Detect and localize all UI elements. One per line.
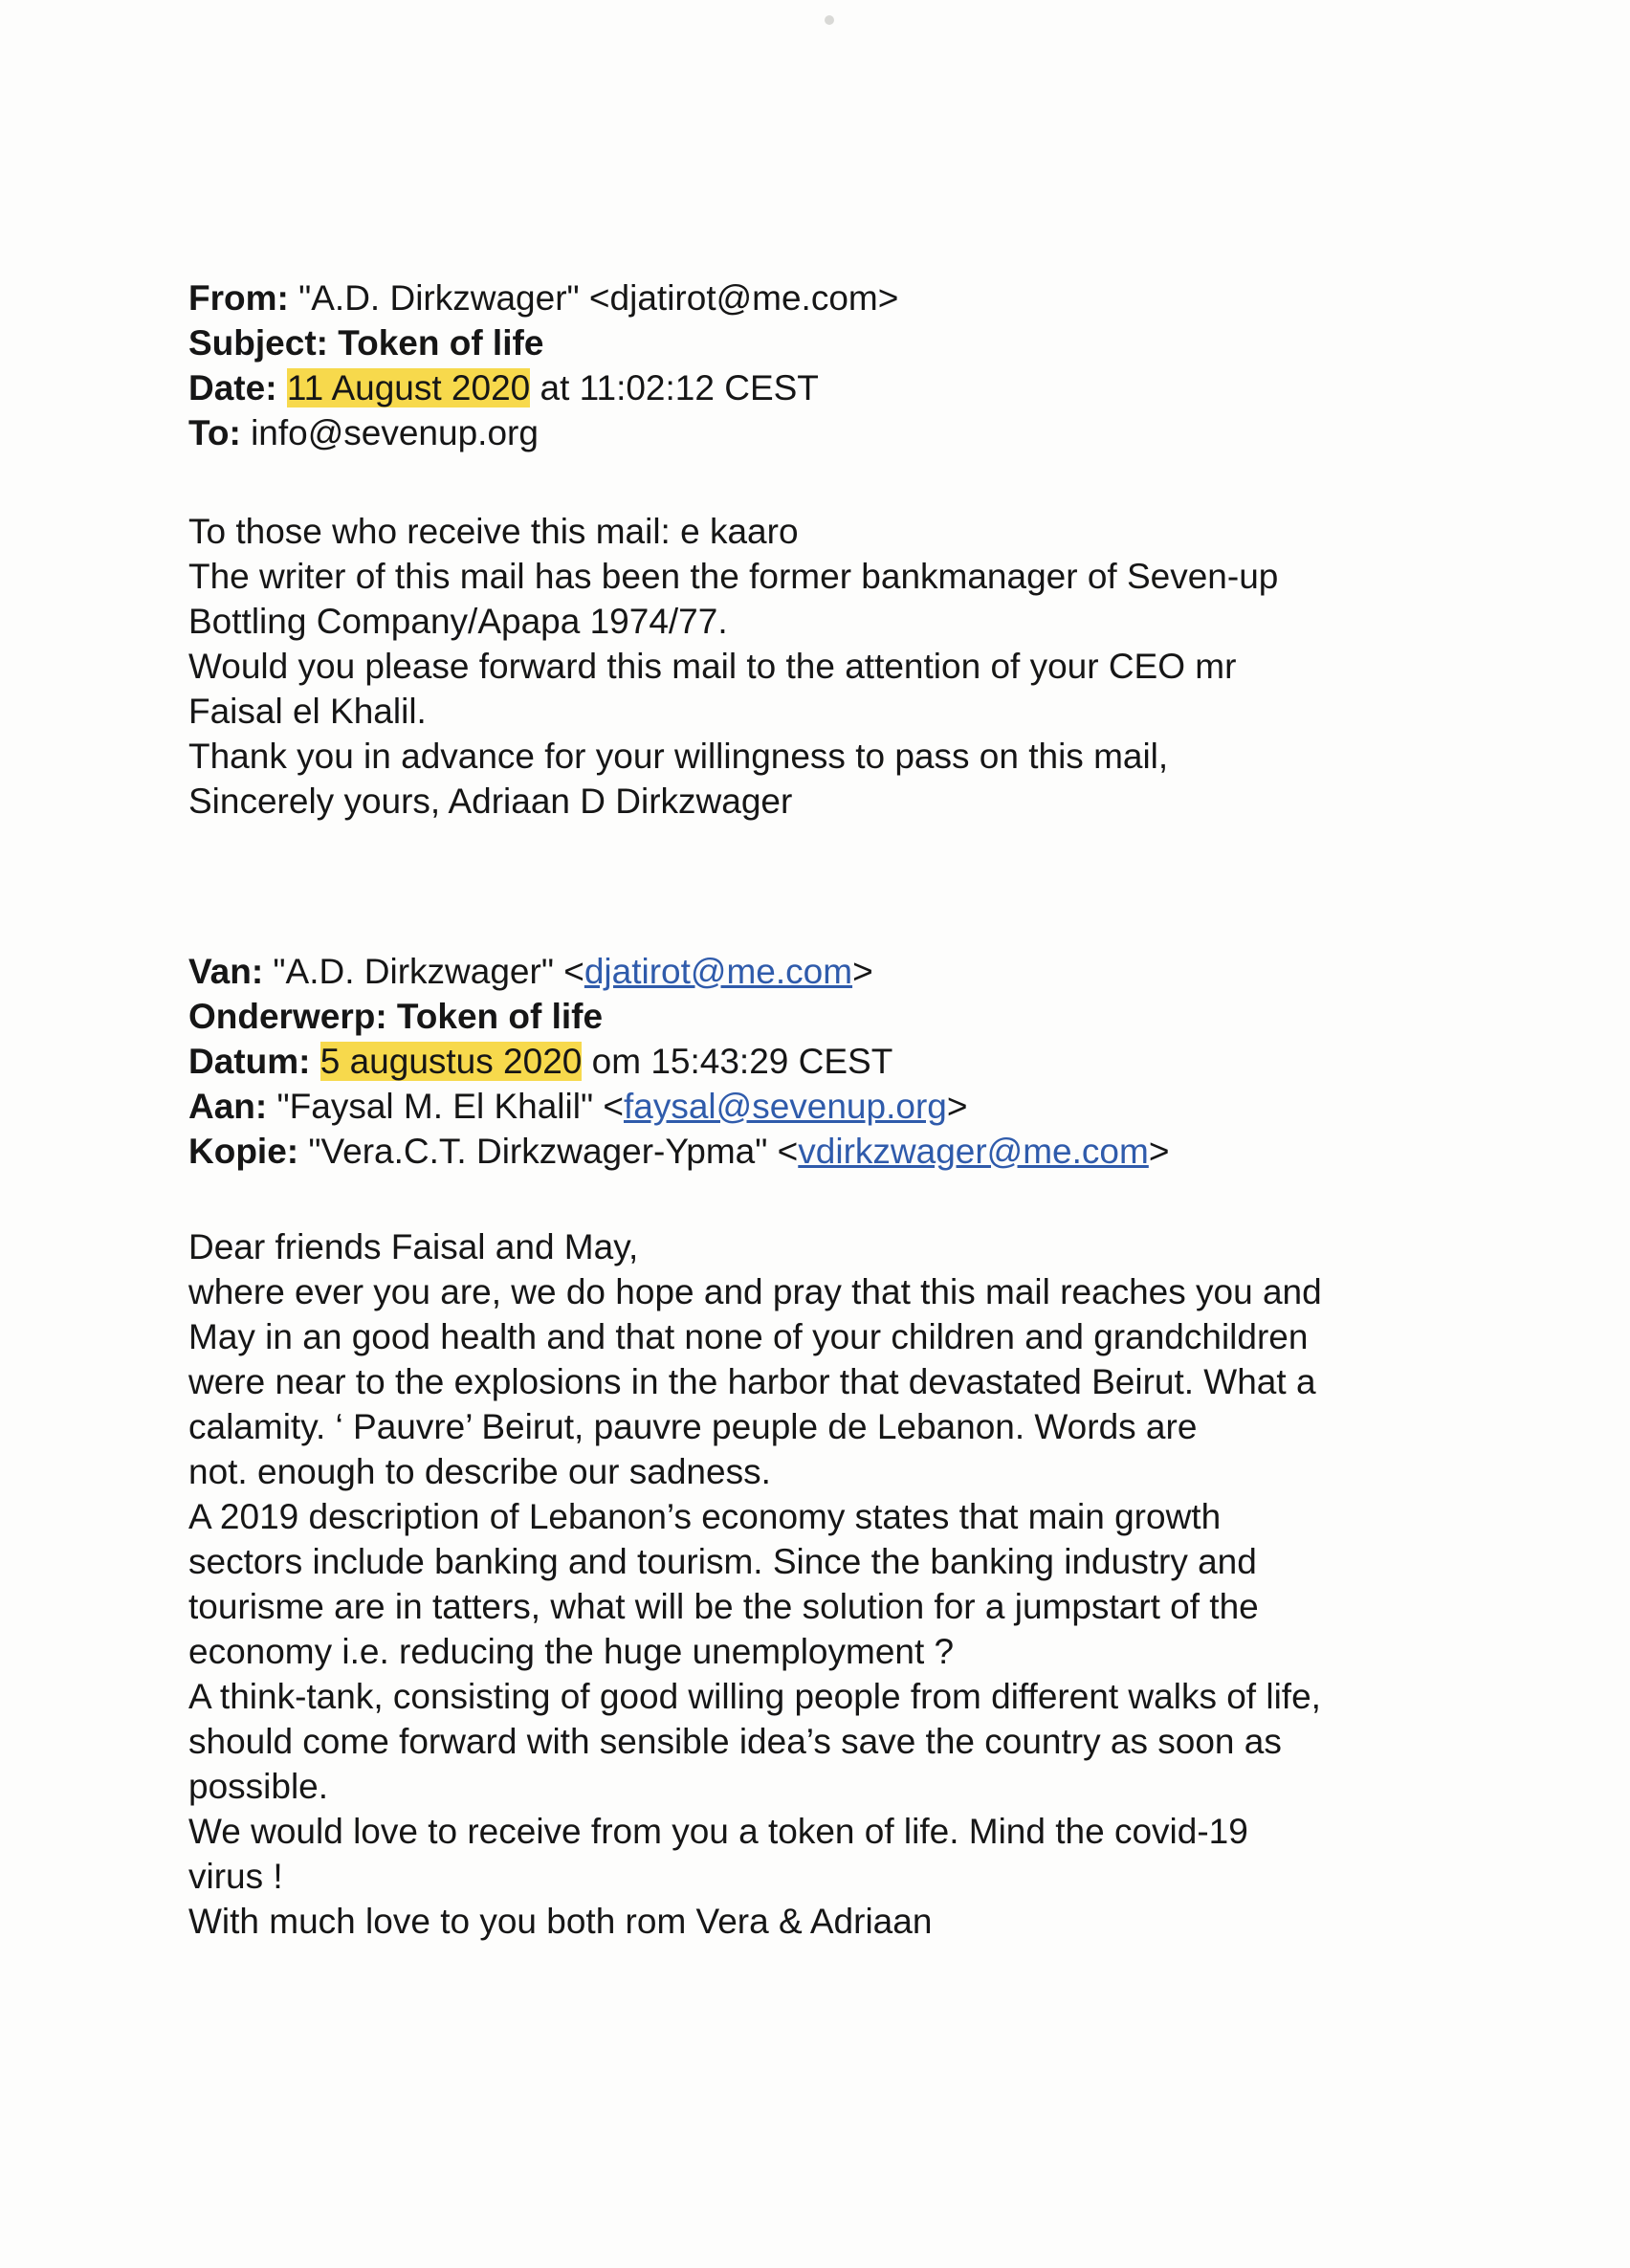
body-line: where ever you are, we do hope and pray that this mail reaches you and bbox=[188, 1272, 1322, 1311]
kopie-line bbox=[188, 1129, 1528, 1174]
datum-line bbox=[188, 1039, 1528, 1084]
body-line: Dear friends Faisal and May, bbox=[188, 1227, 639, 1266]
van-prefix: "A.D. Dirkzwager" < bbox=[273, 952, 584, 991]
datum-rest: om 15:43:29 CEST bbox=[582, 1042, 893, 1081]
body-line: Would you please forward this mail to the attention of your CEO mr bbox=[188, 647, 1237, 686]
email-header-1 bbox=[188, 275, 1528, 455]
date-highlight: 11 August 2020 bbox=[286, 368, 531, 407]
subject-line: Subject: Token of life bbox=[188, 323, 544, 363]
van-suffix: > bbox=[852, 952, 873, 991]
date-line bbox=[188, 365, 1528, 410]
aan-prefix: "Faysal M. El Khalil" < bbox=[276, 1087, 624, 1126]
from-value: "A.D. Dirkzwager" <djatirot@me.com> bbox=[298, 278, 899, 318]
body-line: tourisme are in tatters, what will be the solution for a jumpstart of the bbox=[188, 1587, 1259, 1626]
body-line: We would love to receive from you a token of life. Mind the covid-19 bbox=[188, 1812, 1248, 1851]
body-line: Thank you in advance for your willingness to pass on this mail, bbox=[188, 737, 1169, 776]
body-line: should come forward with sensible idea’s save the country as soon as bbox=[188, 1722, 1282, 1761]
body-line: A think-tank, consisting of good willing people from different walks of life, bbox=[188, 1677, 1321, 1716]
van-line bbox=[188, 949, 1528, 994]
kopie-label: Kopie: bbox=[188, 1132, 299, 1171]
kopie-prefix: "Vera.C.T. Dirkzwager-Ypma" < bbox=[308, 1132, 799, 1171]
body-line: The writer of this mail has been the former bankmanager of Seven-up bbox=[188, 557, 1279, 596]
to-label: To: bbox=[188, 413, 241, 452]
body-line: Bottling Company/Apapa 1974/77. bbox=[188, 602, 728, 641]
body-line: were near to the explosions in the harbor that devastated Beirut. What a bbox=[188, 1362, 1316, 1401]
body-line: calamity. ‘ Pauvre’ Beirut, pauvre peuple de Lebanon. Words are bbox=[188, 1407, 1198, 1446]
aan-email-link[interactable]: faysal@sevenup.org bbox=[623, 1087, 947, 1126]
body-line: May in an good health and that none of your children and grandchildren bbox=[188, 1317, 1309, 1356]
date-rest: at 11:02:12 CEST bbox=[530, 368, 819, 407]
body-line: possible. bbox=[188, 1767, 329, 1806]
body-line: With much love to you both rom Vera & Adriaan bbox=[188, 1902, 933, 1941]
body-line: Faisal el Khalil. bbox=[188, 692, 427, 731]
to-value: info@sevenup.org bbox=[251, 413, 539, 452]
from-line bbox=[188, 275, 1528, 320]
body-line: not. enough to describe our sadness. bbox=[188, 1452, 771, 1491]
kopie-suffix: > bbox=[1148, 1132, 1170, 1171]
body-line: A 2019 description of Lebanon’s economy states that main growth bbox=[188, 1497, 1222, 1536]
body-line: sectors include banking and tourism. Since the banking industry and bbox=[188, 1542, 1257, 1581]
van-label: Van: bbox=[188, 952, 264, 991]
body-line: virus ! bbox=[188, 1857, 283, 1896]
email-header-2 bbox=[188, 949, 1528, 1174]
datum-highlight: 5 augustus 2020 bbox=[319, 1042, 583, 1081]
paper-mark bbox=[825, 15, 834, 25]
email-body-1 bbox=[188, 509, 1528, 824]
datum-label: Datum: bbox=[188, 1042, 311, 1081]
aan-line bbox=[188, 1084, 1528, 1129]
date-label: Date: bbox=[188, 368, 277, 407]
to-line bbox=[188, 410, 1528, 455]
aan-label: Aan: bbox=[188, 1087, 268, 1126]
kopie-email-link[interactable]: vdirkzwager@me.com bbox=[798, 1132, 1149, 1171]
aan-suffix: > bbox=[946, 1087, 968, 1126]
body-line: economy i.e. reducing the huge unemployment ? bbox=[188, 1632, 955, 1671]
email-body-2 bbox=[188, 1224, 1528, 1944]
body-line: To those who receive this mail: e kaaro bbox=[188, 512, 799, 551]
onderwerp-line: Onderwerp: Token of life bbox=[188, 997, 604, 1036]
van-email-link[interactable]: djatirot@me.com bbox=[584, 952, 853, 991]
body-line: Sincerely yours, Adriaan D Dirkzwager bbox=[188, 782, 793, 821]
from-label: From: bbox=[188, 278, 289, 318]
